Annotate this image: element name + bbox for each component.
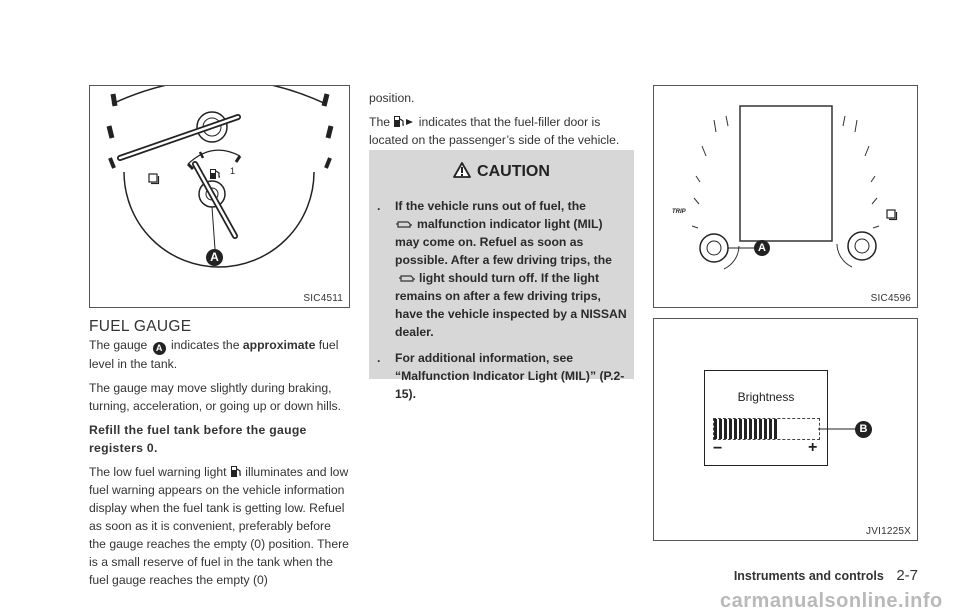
callout-a-letter: A [210,250,219,264]
brightness-minus[interactable]: − [713,440,723,457]
callout-a-trip-letter: A [758,242,766,254]
low-fuel-warning-icon [230,465,242,478]
brightness-callout-line [818,424,858,434]
callout-a [206,249,223,266]
engine-check-icon [395,219,413,230]
p4-before: The low fuel warning light [89,465,230,479]
caution-header [369,162,634,181]
bullet-2: . [377,351,381,365]
brightness-plus[interactable]: + [808,439,818,456]
trip-meter-icon [148,173,160,185]
p1-before: The gauge [89,338,151,352]
fuel-pump-icon [208,167,222,181]
caution-title: CAUTION [477,163,550,180]
caution-list [369,197,627,411]
paragraph-gauge-indicates [89,336,351,373]
caution-triangle-icon [453,162,471,178]
item1-end: light should turn off. If the light remains on after a few driving trips, have the vehicle inspected by a NISSAN dealer. [395,271,627,339]
fuel-gauge-illustration [90,86,349,307]
paragraph-low-fuel [89,463,351,589]
callout-a-inline-letter: A [155,343,163,353]
watermark: carmanualsonline.info [720,590,943,612]
p4-after: illuminates and low fuel warning appears on the vehicle information display when the fuel tank is getting low. Refuel as soon as it is convenient, preferably before the gauge reaches the empty (0) position. There is a small reserve of fuel in the tank when the fuel gauge reaches the empty (0) [89,465,349,587]
callout-b-letter: B [859,423,868,435]
fuel-gauge-section [89,318,349,336]
page-footer [600,567,918,585]
caution-item-run-out [369,197,627,341]
footer-page-number: 2-7 [896,567,918,584]
paragraph-position: position. [369,91,415,105]
trip-display-figure [653,85,918,308]
caution-box [369,150,634,401]
brightness-screen [704,370,828,466]
paragraph-gauge-moves: The gauge may move slightly during braking, turning, acceleration, or going up or down hills. [89,381,342,413]
fuel-gauge-figure [89,85,350,308]
fuel-door-icon [393,115,415,128]
door-before: The [369,115,394,129]
trip-display-illustration [654,86,917,307]
fuel-gauge-body [89,336,351,595]
brightness-level-fill [714,419,777,439]
paragraph-fuel-door [369,113,634,149]
section-heading: FUEL GAUGE [89,318,192,335]
figure-label-sic4511: SIC4511 [303,293,343,304]
brightness-title: Brightness [737,390,795,404]
brightness-bar [713,418,820,440]
middle-column [369,89,634,155]
paragraph-refill: Refill the fuel tank before the gauge registers 0. [89,423,307,455]
p1-bold: approximate [242,338,316,352]
callout-b [855,421,872,438]
callout-a-trip [754,240,770,256]
trip-icon: TRIP [672,209,686,215]
figure-label-jvi1225x: JVI1225X [866,526,911,537]
item2-text[interactable]: For additional information, see “Malfunction Indicator Light (MIL)” (P.2-15). [395,351,625,401]
brightness-figure [653,318,918,541]
bullet: . [377,199,381,213]
trip-meter-icon-right [886,209,898,221]
door-after: indicates that the fuel-filler door is located on the passenger’s side of the vehicle. [369,115,620,147]
engine-check-icon-2 [398,273,416,284]
gauge-one-mark: 1 [230,166,236,176]
figure-label-sic4596: SIC4596 [870,293,911,304]
p1-middle: indicates the [167,338,243,352]
p1-after: fuel level in the tank. [89,338,339,371]
item1-before: If the vehicle runs out of fuel, the [395,199,586,213]
caution-item-additional [369,349,627,403]
footer-section-title: Instruments and controls [733,569,884,583]
callout-a-inline [153,342,166,355]
item1-after: malfunction indicator light (MIL) may come on. Refuel as soon as possible. After a few driving trips, the [395,217,612,267]
